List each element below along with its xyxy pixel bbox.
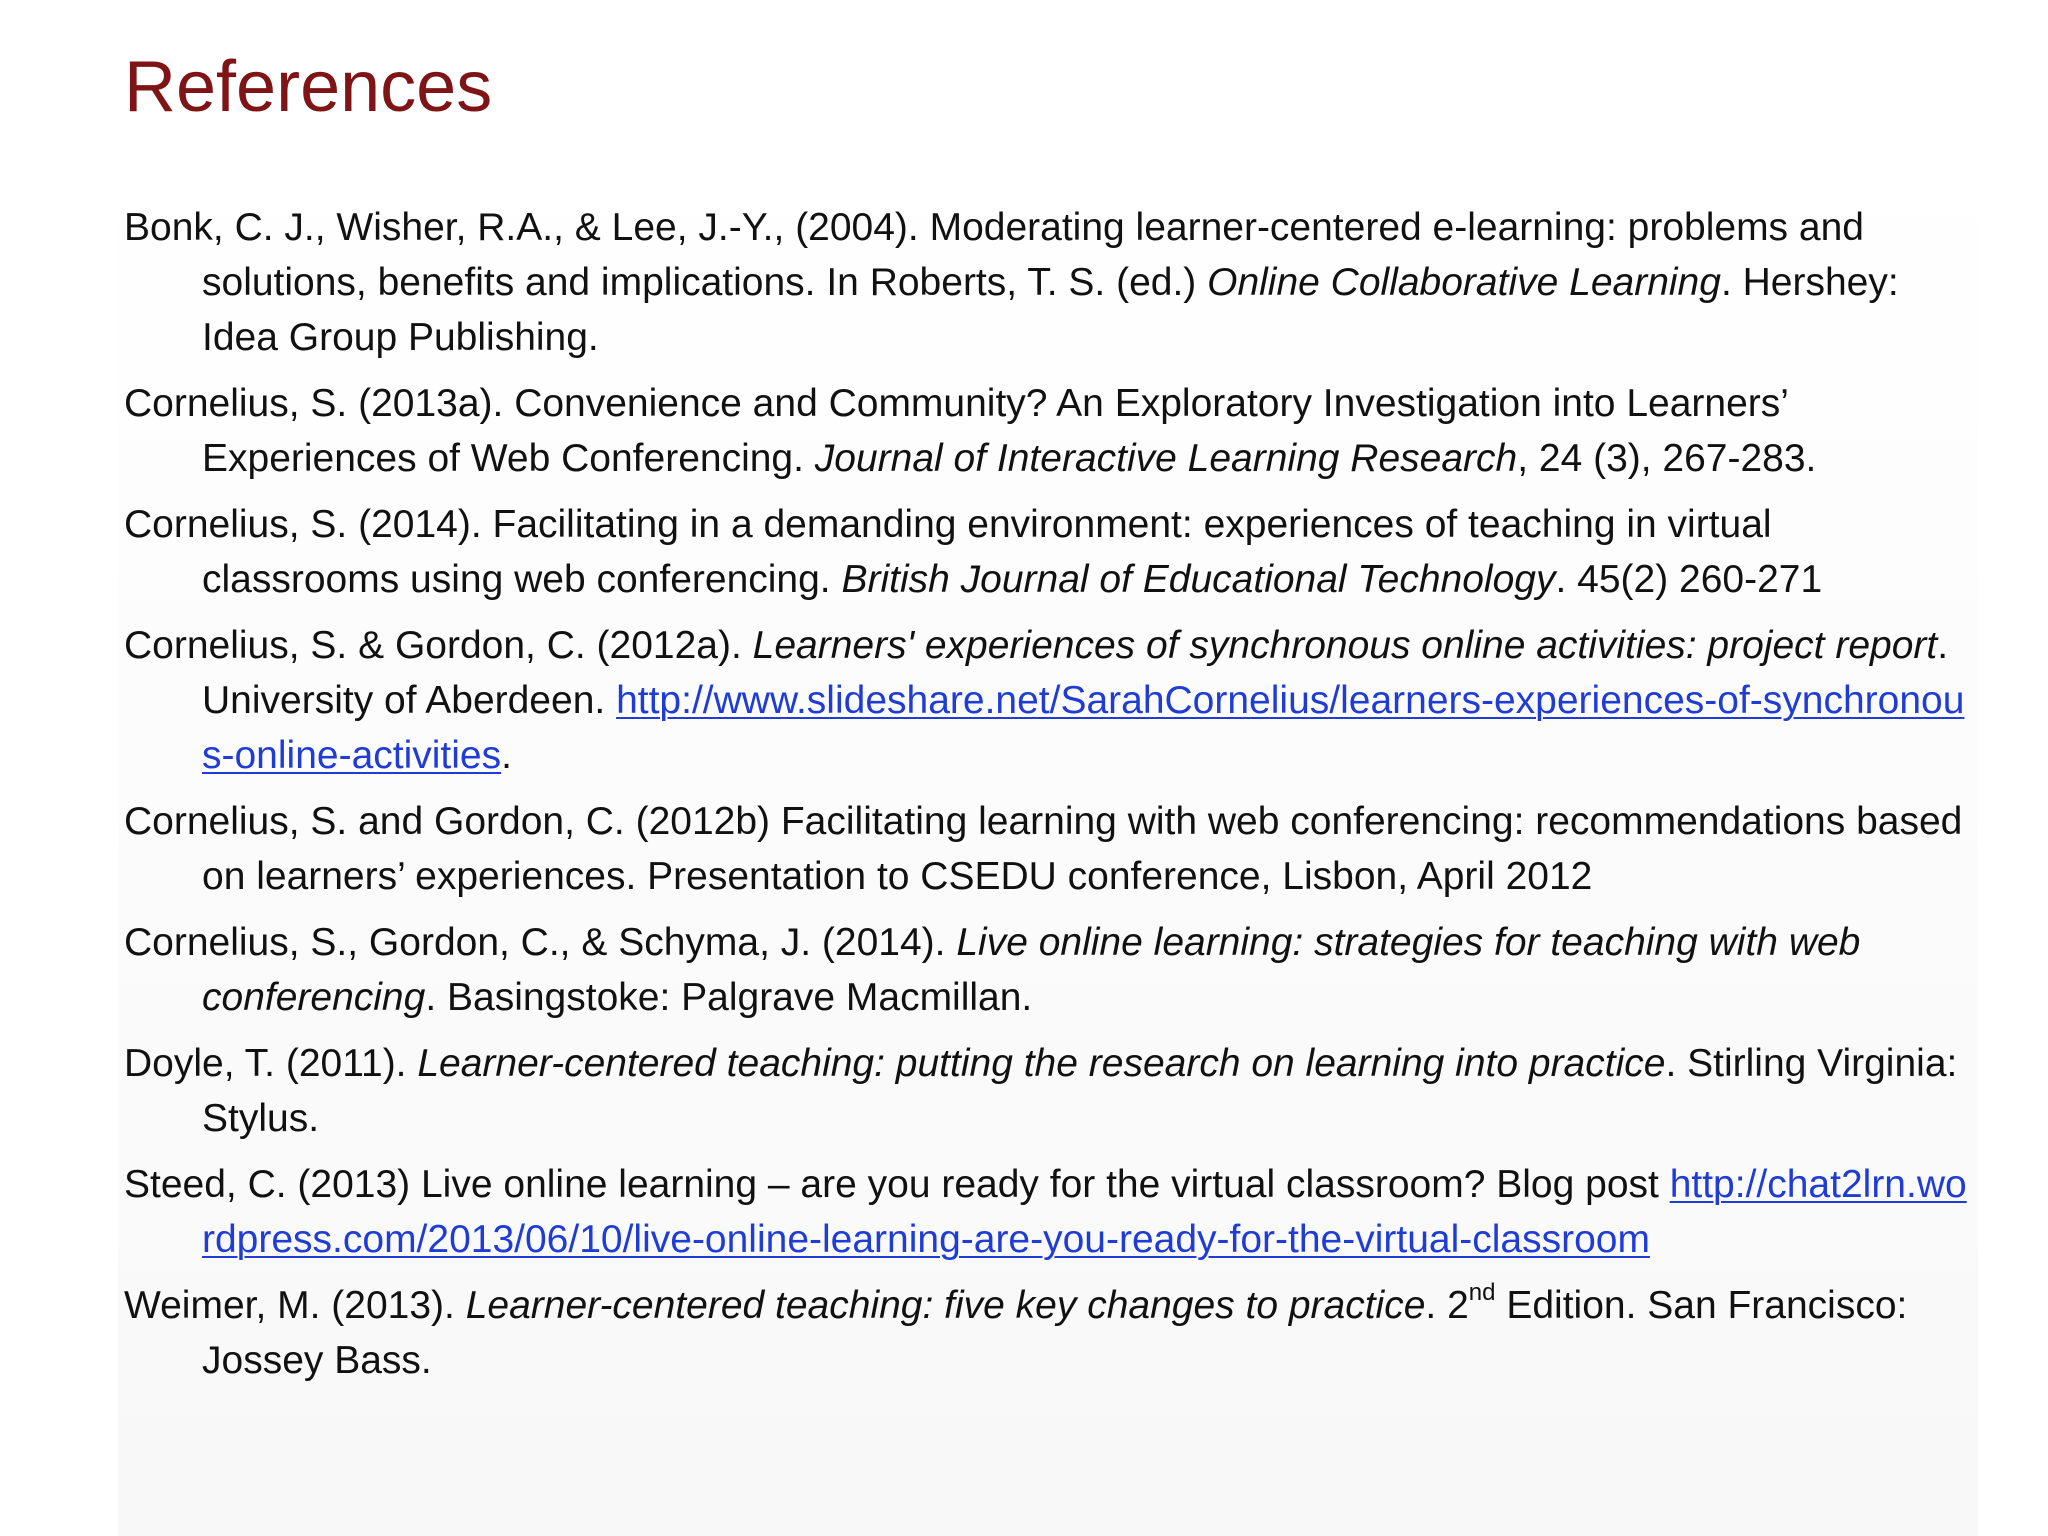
- reference-italic-title: Live online learning: strategies for teaching with web conferencing: [202, 921, 1861, 1019]
- reference-item-doyle-2011: [124, 1036, 1974, 1146]
- reference-text: .: [501, 734, 512, 777]
- reference-italic-title: Online Collaborative Learning: [1207, 261, 1721, 304]
- reference-text: . Hershey: Idea Group Publishing.: [202, 261, 1899, 359]
- page-title: References: [124, 47, 493, 127]
- reference-item-steed-2013: [124, 1157, 1974, 1267]
- reference-text: Cornelius, S., Gordon, C., & Schyma, J. (2014).: [124, 921, 957, 964]
- reference-italic-title: Journal of Interactive Learning Research: [814, 437, 1518, 480]
- reference-link-slideshare[interactable]: http://www.slideshare.net/SarahCornelius/learners-experiences-of-synchronous-online-activities: [202, 679, 1965, 777]
- reference-text: . 2: [1425, 1284, 1469, 1327]
- reference-italic-title: Learners' experiences of synchronous online activities: project report: [752, 624, 1938, 667]
- reference-text: Doyle, T. (2011).: [124, 1042, 418, 1085]
- reference-text: . University of Aberdeen.: [202, 624, 1949, 722]
- reference-item-cornelius-2013a: [124, 376, 1974, 486]
- superscript-ordinal: nd: [1468, 1279, 1496, 1306]
- reference-item-weimer-2013: [124, 1278, 1974, 1388]
- reference-item-cornelius-gordon-schyma-2014: [124, 915, 1974, 1025]
- reference-text: Bonk, C. J., Wisher, R.A., & Lee, J.-Y., (2004). Moderating learner-centered e-learning: problems and solutions, benefits and implications. In Roberts, T. S. (ed.): [124, 206, 1864, 304]
- reference-list: [124, 200, 1974, 1399]
- reference-text: . 45(2) 260-271: [1555, 558, 1823, 601]
- reference-text: Cornelius, S. (2014). Facilitating in a demanding environment: experiences of teaching in virtual classrooms using web conferencing.: [124, 503, 1772, 601]
- reference-italic-title: Learner-centered teaching: putting the research on learning into practice: [417, 1042, 1666, 1085]
- reference-text: Cornelius, S. & Gordon, C. (2012a).: [124, 624, 753, 667]
- reference-text: Cornelius, S. and Gordon, C. (2012b) Facilitating learning with web conferencing: recommendations based on learners’ experiences. Presentation to CSEDU conference, Lisbon, April 2012: [124, 800, 1963, 898]
- reference-item-bonk-2004: [124, 200, 1974, 365]
- reference-item-cornelius-gordon-2012b: [124, 794, 1974, 904]
- reference-italic-title: British Journal of Educational Technology: [841, 558, 1556, 601]
- reference-item-cornelius-gordon-2012a: [124, 618, 1974, 783]
- reference-item-cornelius-2014: [124, 497, 1974, 607]
- reference-text: , 24 (3), 267-283.: [1517, 437, 1817, 480]
- reference-italic-title: Learner-centered teaching: five key changes to practice: [465, 1284, 1426, 1327]
- reference-text: . Stirling Virginia: Stylus.: [202, 1042, 1958, 1140]
- reference-text: . Basingstoke: Palgrave Macmillan.: [425, 976, 1033, 1019]
- reference-link-chat2lrn[interactable]: http://chat2lrn.wordpress.com/2013/06/10/live-online-learning-are-you-ready-for-the-virtual-classroom: [202, 1163, 1967, 1261]
- reference-text: Steed, C. (2013) Live online learning – are you ready for the virtual classroom? Blog post: [124, 1163, 1670, 1206]
- reference-text: Cornelius, S. (2013a). Convenience and Community? An Exploratory Investigation into Learners’ Experiences of Web Conferencing.: [124, 382, 1788, 480]
- reference-text: Edition. San Francisco: Jossey Bass.: [202, 1284, 1908, 1382]
- reference-text: Weimer, M. (2013).: [124, 1284, 466, 1327]
